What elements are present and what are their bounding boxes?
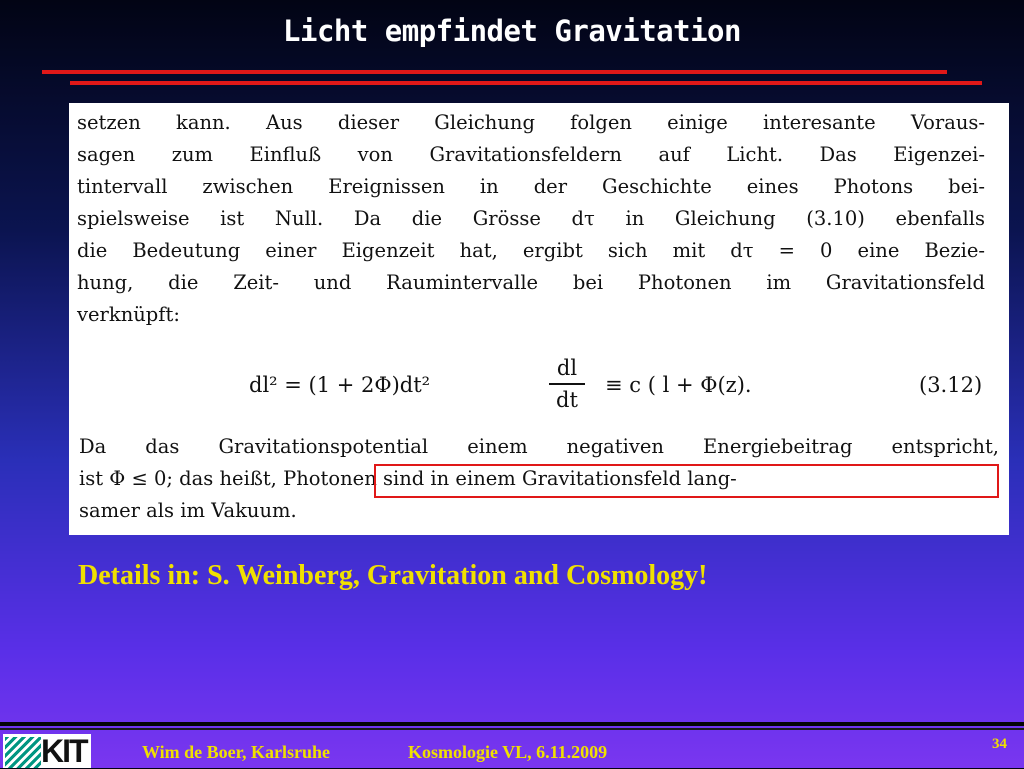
excerpt-line: verknüpft: [77,303,180,326]
highlighted-statement: Photonen sind in einem Gravitationsfeld lang- [283,467,737,490]
footer-divider [0,722,1024,726]
textbook-excerpt [69,103,1009,535]
footer-author: Wim de Boer, Karlsruhe [142,742,330,762]
excerpt-line: hung, die Zeit- und Raumintervalle bei Photonen im Gravitationsfeld [77,271,985,294]
kit-logo [3,734,91,768]
title-underline-top [42,70,947,74]
fraction-denominator: dt [556,388,578,412]
excerpt-line: setzen kann. Aus dieser Gleichung folgen einige interesante Voraus- [77,111,985,134]
excerpt-line: tintervall zwischen Ereignissen in der Geschichte eines Photons bei- [77,175,985,198]
excerpt-paragraph-1 [77,107,985,331]
excerpt-line: Da das Gravitationspotential einem negativen Energiebeitrag entspricht, [79,435,999,458]
fraction-numerator: dl [556,356,578,380]
page-number: 34 [992,736,1007,752]
excerpt-line: spielsweise ist Null. Da die Grösse dτ in Gleichung (3.10) ebenfalls [77,207,985,230]
excerpt-line: die Bedeutung einer Eigenzeit hat, ergibt sich mit dτ = 0 eine Bezie- [77,239,985,262]
highlight-box [374,464,999,498]
equation-right: ≡ c ( l + Φ(z). [605,373,752,397]
kit-logo-fan-icon [5,737,41,768]
footer-course: Kosmologie VL, 6.11.2009 [408,742,608,762]
equation-3-12 [69,353,1009,417]
excerpt-line: sagen zum Einfluß von Gravitationsfeldern auf Licht. Das Eigenzei- [77,143,985,166]
footer-divider-thin [0,728,1024,730]
kit-logo-text: KIT [41,733,87,769]
excerpt-line: samer als im Vakuum. [79,499,297,522]
title-underline-bottom [70,81,982,85]
equation-number: (3.12) [919,373,983,397]
fraction-bar [549,383,585,385]
excerpt-line-start: ist Φ ≤ 0; das heißt, [79,467,284,490]
equation-left: dl² = (1 + 2Φ)dt² [249,373,431,397]
slide-title: Licht empfindet Gravitation [283,14,741,48]
equation-fraction [547,355,587,413]
reference-note: Details in: S. Weinberg, Gravitation and Cosmology! [78,560,708,591]
